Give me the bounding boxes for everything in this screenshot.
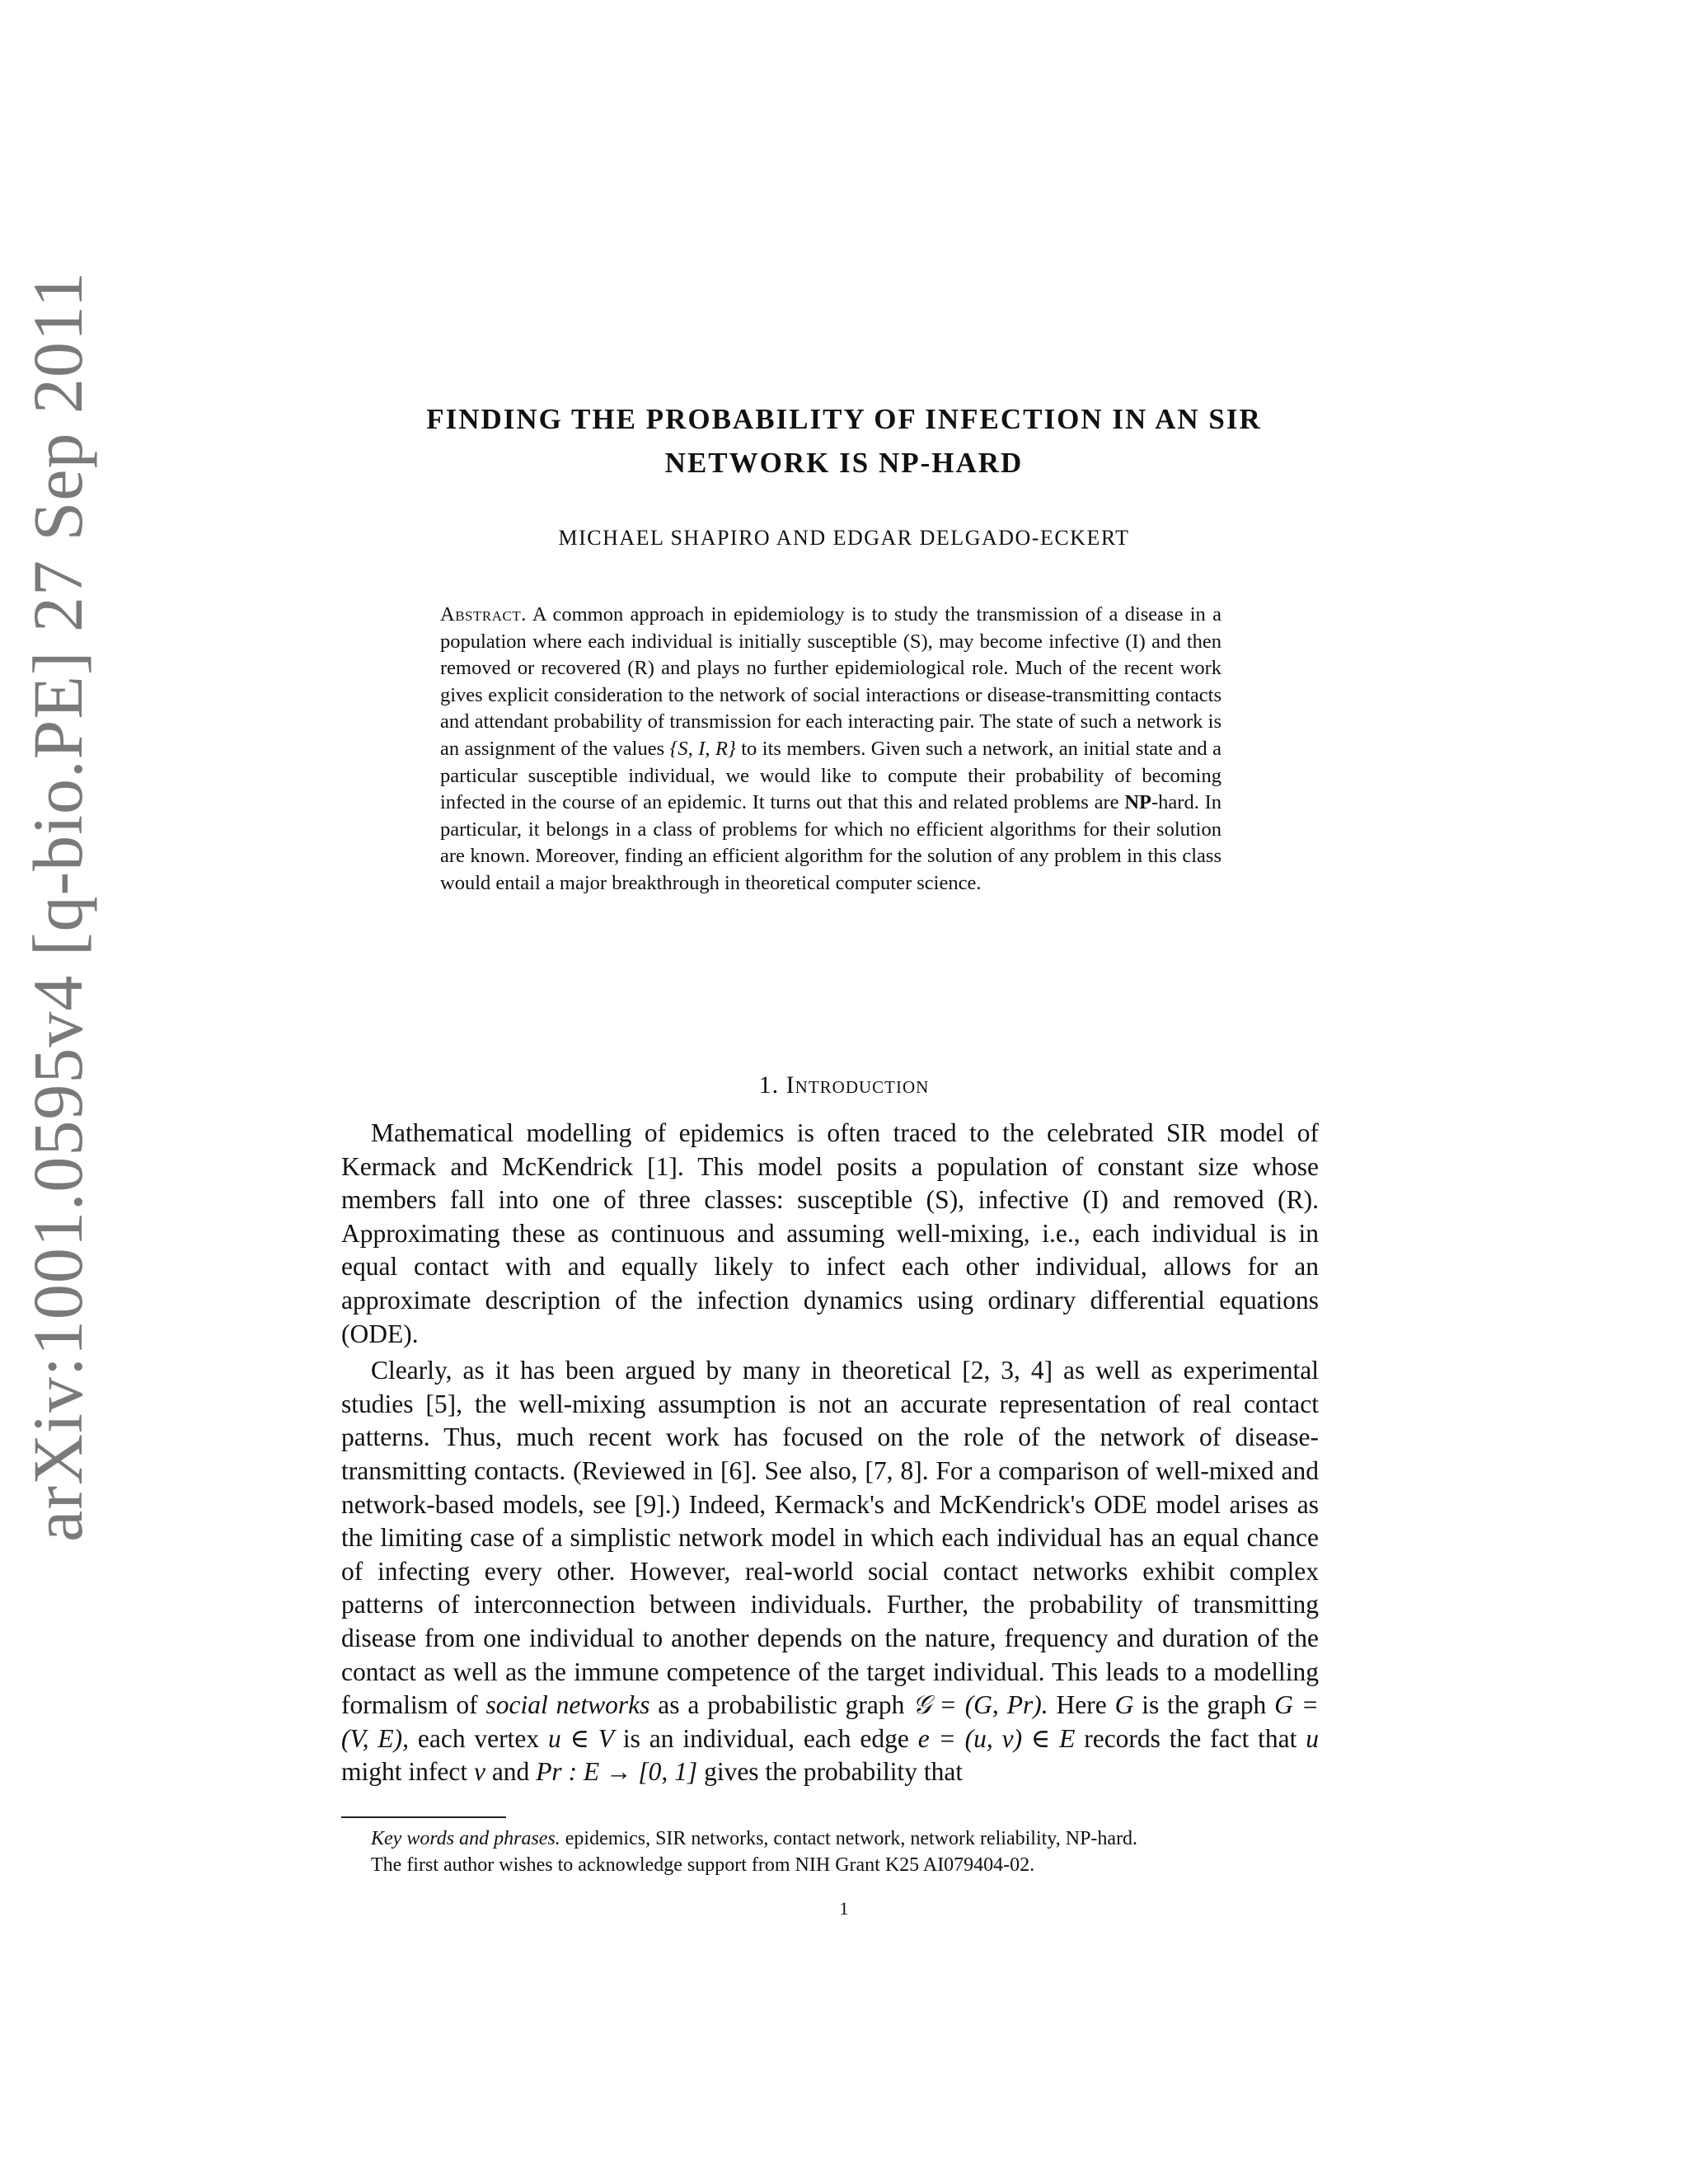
abstract-values-set: {S, I, R} <box>669 737 736 760</box>
keywords-text: epidemics, SIR networks, contact network, network reliability, NP-hard. <box>565 1828 1138 1849</box>
p2-text-j: gives the probability that <box>704 1757 964 1787</box>
abstract-label: Abstract. <box>440 603 527 626</box>
paper-title <box>0 397 1688 485</box>
math-u: u <box>1306 1723 1320 1753</box>
body-text <box>341 1117 1319 1789</box>
abstract-text-c: -hard. In particular, it belongs in a class of problems for which no efficient algorithms for their solution are known. Moreover, finding an efficient algorithm for the solution of any problem in this class would entail a major breakthrough in theoretical computer science. <box>440 791 1222 894</box>
section-number: 1. <box>758 1071 780 1099</box>
p2-text-h: might infect <box>341 1757 468 1787</box>
footnotes <box>341 1825 1319 1878</box>
math-edge: e = (u, v) ∈ E <box>917 1723 1076 1753</box>
p2-italic-social-networks: social networks <box>485 1690 650 1720</box>
footnote-keywords <box>341 1825 1319 1852</box>
abstract <box>440 602 1221 898</box>
p2-text-a: Clearly, as it has been argued by many in theoretical [2, 3, 4] as well as experimental studies [5], the well-mixing assumption is not an accurate representation of real contact patterns. Thus, much recent work has focused on the role of the network of disease-transmitting contacts. (Reviewed in [6]. See also, [7, 8]. For a comparison of well-mixed and network-based models, see [9].) Indeed, Kermack's and McKendrick's ODE model arises as the limiting case of a simplistic network model in which each individual has an equal chance of infecting every other. However, real-world social contact networks exhibit complex patterns of interconnection between individuals. Further, the probability of transmitting disease from one individual to another depends on the nature, frequency and duration of the contact as well as the immune competence of the target individual. This leads to a modelling formalism of <box>341 1356 1319 1720</box>
math-G-def: G = (V, E), <box>341 1690 1319 1753</box>
authors: MICHAEL SHAPIRO AND EDGAR DELGADO-ECKERT <box>558 526 1130 550</box>
title-line-2: NETWORK IS NP-HARD <box>664 447 1024 479</box>
section-heading <box>0 1071 1688 1099</box>
page-number: 1 <box>839 1898 849 1919</box>
math-G: G <box>1114 1690 1134 1720</box>
keywords-label: Key words and phrases. <box>371 1828 560 1849</box>
math-graph-def: 𝒢 = (G, Pr). <box>912 1690 1048 1720</box>
footnote-rule <box>341 1816 506 1818</box>
p2-text-d: is the graph <box>1142 1690 1267 1720</box>
title-line-1: FINDING THE PROBABILITY OF INFECTION IN AN SIR <box>426 403 1262 435</box>
p2-text-e: each vertex <box>417 1723 540 1753</box>
abstract-text-b: to its members. Given such a network, an initial state and a particular susceptible individual, we would like to compute their probability of becoming infected in the course of an epidemic. It turns out that this and related problems are <box>440 737 1221 814</box>
abstract-text-a: A common approach in epidemiology is to study the transmission of a disease in a population where each individual is initially susceptible (S), may become infective (I) and then removed or recovered (R) and plays no further epidemiological role. Much of the recent work gives explicit consideration to the network of social interactions or disease-transmitting contacts and attendant probability of transmission for each interacting pair. The state of such a network is an assignment of the values <box>440 603 1221 760</box>
p2-text-f: is an individual, each edge <box>622 1723 909 1753</box>
p2-text-g: records the fact that <box>1084 1723 1297 1753</box>
paragraph-2 <box>341 1354 1319 1789</box>
p2-text-i: and <box>491 1757 530 1787</box>
p2-text-b: as a probabilistic graph <box>658 1690 905 1720</box>
abstract-np-bold: NP <box>1124 791 1151 814</box>
p2-text-c: Here <box>1056 1690 1107 1720</box>
footnote-acknowledgment: The first author wishes to acknowledge support from NIH Grant K25 AI079404-02. <box>371 1854 1035 1876</box>
paragraph-1: Mathematical modelling of epidemics is often traced to the celebrated SIR model of Kermack and McKendrick [1]. This model posits a population of constant size whose members fall into one of three classes: susceptible (S), infective (I) and removed (R). Approximating these as continuous and assuming well-mixing, i.e., each individual is in equal contact with and equally likely to infect each other individual, allows for an approximate description of the infection dynamics using ordinary differential equations (ODE). <box>341 1118 1319 1348</box>
math-v: v <box>473 1757 485 1787</box>
arxiv-side-stamp: arXiv:1001.0595v4 [q-bio.PE] 27 Sep 2011 <box>18 271 97 1542</box>
math-u-in-V: u ∈ V <box>548 1723 615 1753</box>
math-pr: Pr : E → [0, 1] <box>536 1757 698 1787</box>
section-title: Introduction <box>785 1071 930 1099</box>
